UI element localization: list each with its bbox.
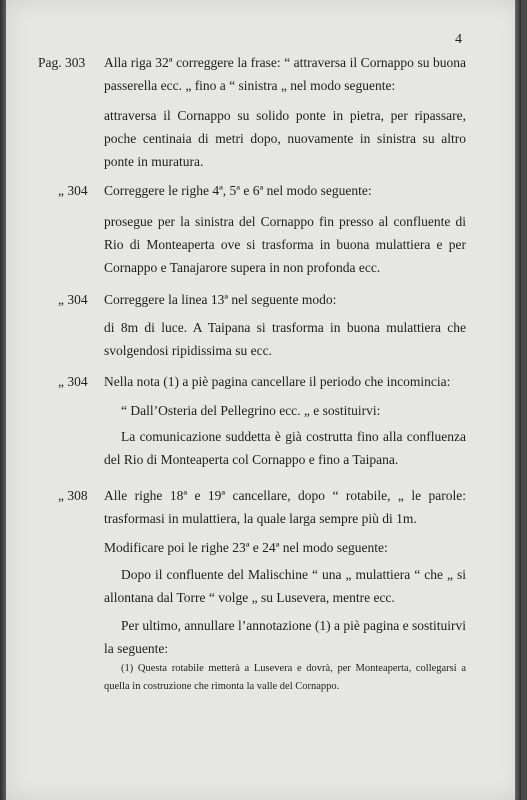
document-page [6,0,521,800]
entry-5-replacement-text: Dopo il confluente del Malischine “ una „ mulattiera “ che „ si allontana dal Torre “ volge „ su Lusevera, mentre ecc. [104,567,466,605]
entry-4-reference: „ 304 [58,374,88,389]
entry-3-reference: „ 304 [58,292,88,307]
entry-2-instruction: Correggere le righe 4ª, 5ª e 6ª nel modo seguente: [104,183,372,198]
entry-1-replacement-text: attraversa il Cornappo su solido ponte in pietra, per ripassare, poche centinaia di metri dopo, nuovamente in sinistra su altro ponte in muratura. [104,108,466,169]
entry-2-replacement-text: prosegue per la sinistra del Cornappo fin presso al confluente di Rio di Monteaperta ove si trasforma in buona mulattiera e per Cornappo e Tanajarore supera in non profonda ecc. [104,214,466,275]
entry-5-third-instruction: Per ultimo, annullare l’annotazione (1) a piè pagina e sostituirvi la seguente: [104,618,466,656]
entry-5-footnote: (1) Questa rotabile metterà a Lusevera e dovrà, per Monteaperta, collegarsi a quella in costruzione che rimonta la valle del Cornappo. [104,663,466,692]
entry-5-reference: „ 308 [58,488,88,503]
entry-4-replacement-text: La comunicazione suddetta è già costrutta fino alla confluenza del Rio di Monteaperta col Cornappo e fino a Taipana. [104,429,466,467]
page-edge-shadow [515,0,521,800]
entry-4-quote: “ Dall’Osteria del Pellegrino ecc. „ e sostituirvi: [121,403,381,418]
entry-1-reference: Pag. 303 [38,55,86,70]
entry-5-instruction: Alle righe 18ª e 19ª cancellare, dopo “ rotabile, „ le parole: trasformasi in mulattiera, la quale larga sempre più di 1m. [104,488,466,526]
entry-4-instruction: Nella nota (1) a piè pagina cancellare il periodo che incomincia: [104,374,451,389]
entry-3-instruction: Correggere la linea 13ª nel seguente modo: [104,292,337,307]
entry-5-second-instruction: Modificare poi le righe 23ª e 24ª nel modo seguente: [104,540,388,555]
entry-3-replacement-text: di 8m di luce. A Taipana si trasforma in buona mulattiera che svolgendosi ripidissima su ecc. [104,320,466,358]
entry-1-instruction: Alla riga 32ª correggere la frase: “ attraversa il Cornappo su buona passerella ecc. „ fino a “ sinistra „ nel modo seguente: [104,55,466,93]
page-number: 4 [455,32,462,47]
entry-2-reference: „ 304 [58,183,88,198]
